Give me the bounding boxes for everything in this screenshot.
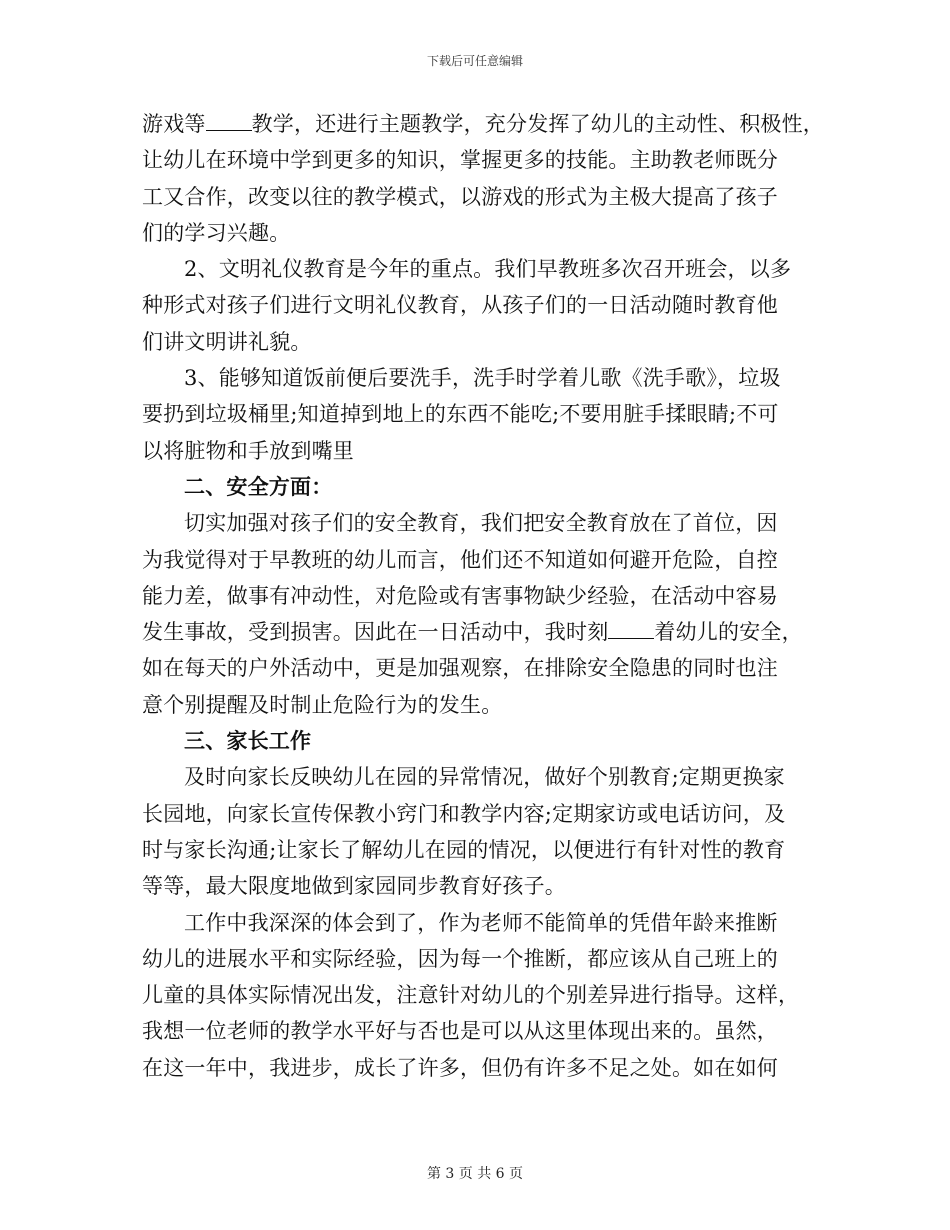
paragraph-start: 2、文明礼仪教育是今年的重点。我们早教班多次召开班会，以多	[184, 257, 792, 282]
text-line: 工又合作，改变以往的教学模式，以游戏的形式为主极大提高了孩子	[142, 184, 778, 209]
text-line: 长园地，向家长宣传保教小窍门和教学内容;定期家访或电话访问，及	[142, 801, 786, 826]
text-segment: 着幼儿的安全，	[654, 620, 803, 645]
text-segment: 游戏等	[142, 112, 206, 136]
text-line	[142, 106, 825, 142]
text-line	[142, 614, 822, 650]
text-segment: 发生事故，受到损害。因此在一日活动中，我时刻	[142, 620, 609, 645]
text-line: 如在每天的户外活动中，更是加强观察，在排除安全隐患的同时也注	[142, 656, 778, 681]
text-line: 让幼儿在环境中学到更多的知识，掌握更多的技能。主助教老师既分	[142, 148, 778, 173]
page-number: 第 3 页 共 6 页	[426, 1166, 524, 1182]
paragraph-start: 工作中我深深的体会到了，作为老师不能简单的凭借年龄来推断	[184, 910, 778, 935]
paragraph-start: 切实加强对孩子们的安全教育，我们把安全教育放在了首位，因	[184, 511, 778, 536]
text-line: 时与家长沟通;让家长了解幼儿在园的情况，以便进行有针对性的教育	[142, 837, 786, 862]
section-heading-parents: 三、家长工作	[184, 729, 312, 754]
fill-in-blank	[608, 618, 654, 639]
section-heading-safety: 二、安全方面：	[184, 474, 333, 499]
paragraph-start: 及时向家长反映幼儿在园的异常情况，做好个别教育;定期更换家	[184, 765, 785, 790]
text-line: 意个别提醒及时制止危险行为的发生。	[142, 692, 503, 717]
text-line: 儿童的具体实际情况出发，注意针对幼儿的个别差异进行指导。这样，	[142, 983, 800, 1008]
text-line: 幼儿的进展水平和实际经验，因为每一个推断，都应该从自己班上的	[142, 946, 778, 971]
text-segment: 教学，还进行主题教学，充分发挥了幼儿的主动性、积极性，	[251, 112, 825, 136]
text-line: 等等，最大限度地做到家园同步教育好孩子。	[142, 874, 566, 899]
text-line: 们讲文明讲礼貌。	[142, 329, 312, 354]
text-line: 要扔到垃圾桶里;知道掉到地上的东西不能吃;不要用脏手揉眼睛;不可	[142, 402, 779, 427]
text-line: 我想一位老师的教学水平好与否也是可以从这里体现出来的。虽然，	[142, 1019, 778, 1044]
text-line: 能力差，做事有冲动性，对危险或有害事物缺少经验，在活动中容易	[142, 583, 778, 608]
page-header: 下载后可任意编辑	[426, 54, 523, 68]
document-body	[142, 106, 825, 1086]
text-line: 们的学习兴趣。	[142, 220, 291, 245]
text-line: 为我觉得对于早教班的幼儿而言，他们还不知道如何避开危险，自控	[142, 547, 778, 572]
text-line: 在这一年中，我进步，成长了许多，但仍有许多不足之处。如在如何	[142, 1055, 778, 1080]
fill-in-blank	[206, 110, 252, 131]
text-line: 种形式对孩子们进行文明礼仪教育，从孩子们的一日活动随时教育他	[142, 293, 778, 318]
text-line: 以将脏物和手放到嘴里	[142, 438, 354, 463]
paragraph-start: 3、能够知道饭前便后要洗手，洗手时学着儿歌《洗手歌》，垃圾	[184, 366, 781, 391]
